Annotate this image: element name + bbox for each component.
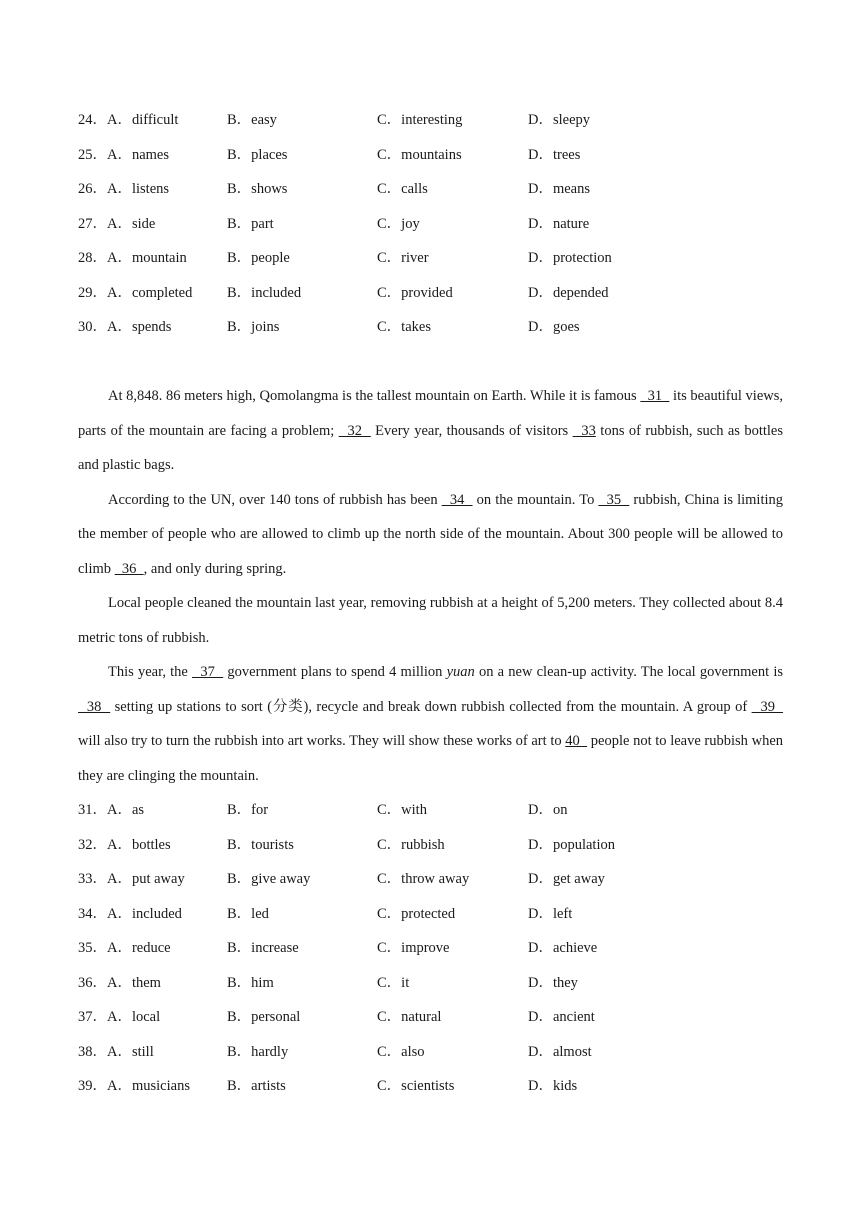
option-c: C．provided <box>377 284 453 301</box>
option-d: D．sleepy <box>528 112 591 128</box>
question-number: 39． <box>78 1078 107 1094</box>
passage-paragraph-3: Local people cleaned the mountain last year, removing rubbish at a height of 5,200 meters. They collected about 8.4 metric tons of rubbish. <box>78 595 783 646</box>
question-number: 36． <box>78 974 107 991</box>
option-b: B．tourists <box>227 836 294 853</box>
question-row <box>78 793 783 828</box>
option-a: A．local <box>107 1009 161 1025</box>
option-b: B．easy <box>227 112 277 128</box>
question-list-31-39 <box>78 793 783 1104</box>
blank-33: 33 <box>572 422 596 439</box>
passage-text: will also try to turn the rubbish into art works. They will show these works of art to <box>78 733 566 749</box>
blank-32: 32 <box>338 422 371 439</box>
option-b: B．personal <box>227 1009 301 1025</box>
option-a: A．still <box>107 1043 154 1060</box>
option-a: A．reduce <box>107 940 171 956</box>
passage-paragraph-2 <box>78 483 783 587</box>
option-a: A．musicians <box>107 1078 190 1094</box>
question-number: 35． <box>78 940 107 956</box>
option-a: A．them <box>107 974 161 991</box>
option-d: D．trees <box>528 146 581 163</box>
option-a: A．names <box>107 146 170 163</box>
passage-text: According to the UN, over 140 tons of rubbish has been <box>108 491 442 508</box>
question-row <box>78 310 783 345</box>
blank-34: 34 <box>441 491 473 508</box>
question-number: 28． <box>78 250 107 266</box>
passage-paragraph-1 <box>78 379 783 483</box>
question-number: 24． <box>78 112 107 128</box>
question-number: 31． <box>78 802 107 818</box>
passage-italic-word: yuan <box>446 664 475 680</box>
blank-36: 36 <box>114 560 144 577</box>
question-number: 38． <box>78 1043 107 1060</box>
passage-text: This year, the <box>108 664 193 680</box>
blank-39: 39 <box>751 698 783 715</box>
option-b: B．led <box>227 905 269 922</box>
option-d: D．means <box>528 181 591 197</box>
question-row <box>78 828 783 863</box>
option-a: A．put away <box>107 871 185 887</box>
option-d: D．protection <box>528 250 612 266</box>
cloze-passage <box>78 379 783 793</box>
question-row <box>78 1000 783 1035</box>
option-b: B．places <box>227 146 288 163</box>
question-row <box>78 966 783 1001</box>
option-c: C．river <box>377 250 429 266</box>
blank-31: 31 <box>640 388 670 404</box>
question-number: 26． <box>78 181 107 197</box>
option-c: C．it <box>377 974 410 991</box>
option-a: A．listens <box>107 181 170 197</box>
option-c: C．protected <box>377 905 456 922</box>
option-b: B．artists <box>227 1078 286 1094</box>
option-a: A．mountain <box>107 250 187 266</box>
option-a: A．bottles <box>107 836 171 853</box>
question-row <box>78 931 783 966</box>
worksheet-page <box>78 103 783 1104</box>
option-c: C．interesting <box>377 112 463 128</box>
question-row <box>78 207 783 242</box>
blank-37: 37 <box>192 664 224 680</box>
passage-text: government plans to spend 4 million <box>223 664 447 680</box>
question-number: 34． <box>78 905 107 922</box>
question-row <box>78 241 783 276</box>
option-c: C．rubbish <box>377 836 445 853</box>
question-row <box>78 276 783 311</box>
question-number: 29． <box>78 284 107 301</box>
option-c: C．mountains <box>377 146 462 163</box>
option-d: D．population <box>528 836 615 853</box>
option-b: B．increase <box>227 940 299 956</box>
option-d: D．left <box>528 905 573 922</box>
option-c: C．calls <box>377 181 428 197</box>
option-d: D．on <box>528 802 568 818</box>
question-number: 27． <box>78 215 107 232</box>
passage-text: , and only during spring. <box>143 560 287 577</box>
option-c: C．with <box>377 802 427 818</box>
question-row <box>78 862 783 897</box>
passage-text: At 8,848. 86 meters high, Qomolangma is the tallest mountain on Earth. While it is famous <box>108 388 641 404</box>
option-d: D．almost <box>528 1043 592 1060</box>
option-a: A．spends <box>107 319 172 335</box>
question-row <box>78 103 783 138</box>
option-b: B．joins <box>227 319 280 335</box>
option-d: D．goes <box>528 319 580 335</box>
passage-text: on a new clean-up activity. The local government is <box>474 664 783 680</box>
blank-38: 38 <box>78 698 111 715</box>
question-row <box>78 1069 783 1104</box>
option-b: B．people <box>227 250 290 266</box>
option-a: A．included <box>107 905 182 922</box>
question-number: 33． <box>78 871 107 887</box>
option-c: C．improve <box>377 940 450 956</box>
option-c: C．natural <box>377 1009 442 1025</box>
option-d: D．they <box>528 974 578 991</box>
option-c: C．also <box>377 1043 425 1060</box>
passage-text: tons of rubbish, such as bottles and plastic bags. <box>78 422 784 473</box>
option-d: D．depended <box>528 284 609 301</box>
option-b: B．included <box>227 284 302 301</box>
question-number: 25． <box>78 146 107 163</box>
question-row <box>78 172 783 207</box>
option-a: A．side <box>107 215 156 232</box>
question-number: 37． <box>78 1009 107 1025</box>
option-d: D．achieve <box>528 940 598 956</box>
option-a: A．difficult <box>107 112 179 128</box>
question-row <box>78 1035 783 1070</box>
option-d: D．ancient <box>528 1009 595 1025</box>
question-list-24-30 <box>78 103 783 345</box>
option-d: D．nature <box>528 215 590 232</box>
question-row <box>78 138 783 173</box>
option-b: B．for <box>227 802 269 818</box>
question-row <box>78 897 783 932</box>
question-number: 30． <box>78 319 107 335</box>
question-number: 32． <box>78 836 107 853</box>
option-c: C．takes <box>377 319 431 335</box>
option-c: C．throw away <box>377 871 470 887</box>
option-b: B．give away <box>227 871 311 887</box>
option-c: C．joy <box>377 215 420 232</box>
option-c: C．scientists <box>377 1078 455 1094</box>
passage-text: Every year, thousands of visitors <box>370 422 573 439</box>
option-d: D．kids <box>528 1078 578 1094</box>
passage-text: on the mountain. To <box>472 491 599 508</box>
option-a: A．as <box>107 802 145 818</box>
passage-text: rubbish, China is limiting the member of people who are allowed to climb up the north side of the mountain. About 300 people will be allowed to climb <box>78 491 784 577</box>
passage-text: setting up stations to sort (分类), recycle and break down rubbish collected from the mountain. A group of <box>110 698 752 715</box>
passage-text: people not to leave rubbish when they are clinging the mountain. <box>78 733 784 784</box>
passage-paragraph-4 <box>78 655 783 793</box>
blank-35: 35 <box>598 491 630 508</box>
option-a: A．completed <box>107 284 193 301</box>
option-d: D．get away <box>528 871 605 887</box>
passage-text: its beautiful views, parts of the mountain are facing a problem; <box>78 388 784 439</box>
blank-40: 40 <box>565 733 588 749</box>
section-gap <box>78 345 783 380</box>
option-b: B．part <box>227 215 274 232</box>
option-b: B．him <box>227 974 274 991</box>
option-b: B．hardly <box>227 1043 289 1060</box>
option-b: B．shows <box>227 181 288 197</box>
